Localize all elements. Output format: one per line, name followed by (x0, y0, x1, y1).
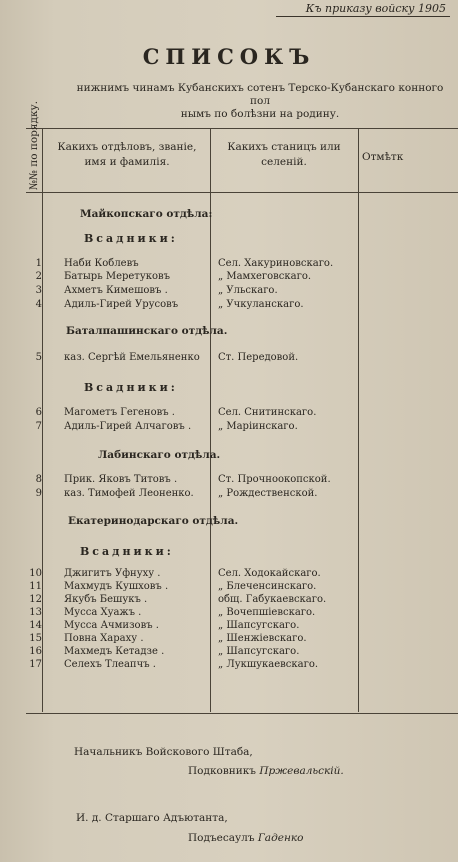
row-name: Повна Хараху . (64, 633, 144, 644)
signature-adjutant-rank: Подъесаулъ (188, 832, 255, 844)
document-title: СПИСОКЪ (142, 44, 316, 69)
row-place: Сел. Снитинскаго. (218, 407, 317, 418)
row-name: Наби Коблевъ (64, 258, 139, 269)
row-number: 5 (35, 352, 42, 363)
row-name: Мусса Хуажъ . (64, 607, 142, 618)
row-number: 9 (35, 488, 42, 499)
row-place: „ Ульскаго. (218, 285, 278, 296)
row-place: общ. Габукаевскаго. (218, 594, 327, 605)
row-name: Селехъ Тлеапчъ . (64, 659, 156, 670)
section-labinsk: Лабинскаго отдѣла. (98, 449, 221, 461)
row-name: Джигитъ Уфнуху . (64, 568, 161, 579)
row-place: „ Рождественской. (218, 488, 318, 499)
row-number: 4 (35, 299, 42, 310)
section-ekaterinodar: Екатеринодарскаго отдѣла. (68, 515, 239, 527)
row-name: Адиль-Гирей Урусовъ (64, 299, 179, 310)
row-number: 8 (35, 474, 42, 485)
top-note: Къ приказу войску 1905 (276, 2, 450, 17)
row-place: „ Маріинскаго. (218, 421, 298, 432)
row-name: Батырь Меретуковъ (64, 271, 170, 282)
signature-adjutant-title: И. д. Старшаго Адъютанта, (76, 812, 228, 824)
header-notes: Отмѣтк (362, 151, 404, 163)
row-name: каз. Сергѣй Емельяненко (64, 352, 200, 363)
row-number: 10 (29, 568, 42, 579)
row-name: Махмедъ Кетадзе . (64, 646, 165, 657)
row-number: 15 (29, 633, 42, 644)
header-name-line-1: Какихъ отдѣловъ, званіе, (57, 141, 197, 153)
header-number: №№ по порядку. (28, 100, 40, 190)
row-number: 12 (29, 594, 42, 605)
column-divider (358, 128, 359, 712)
row-place: „ Вочепшіевскаго. (218, 607, 316, 618)
column-divider (42, 128, 43, 712)
row-name: Ахметъ Кимешовъ . (64, 285, 168, 296)
row-name: Мусса Ачмизовъ . (64, 620, 159, 631)
signature-chief (188, 765, 344, 777)
header-village-line-1: Какихъ станицъ или (227, 141, 341, 153)
row-place: Сел. Хакуриновскаго. (218, 258, 334, 269)
signature-chief-rank: Подковникъ (188, 765, 256, 777)
row-place: Ст. Прочноокопской. (218, 474, 331, 485)
signature-adjutant (188, 832, 303, 844)
row-place: „ Шапсугскаго. (218, 620, 300, 631)
row-name: каз. Тимофей Леоненко. (64, 488, 194, 499)
signature-chief-name: Пржевальскій. (259, 765, 344, 777)
row-place: „ Шенжіевскаго. (218, 633, 307, 644)
row-place: „ Блеченсинскаго. (218, 581, 317, 592)
row-number: 17 (29, 659, 42, 670)
row-name: Магометъ Гегеновъ . (64, 407, 175, 418)
subsection-riders: Всадники: (84, 381, 178, 394)
subtitle-line-2: нымъ по болѣзни на родину. (180, 108, 340, 120)
row-place: „ Лукшукаевскаго. (218, 659, 319, 670)
header-divider (26, 192, 458, 193)
subsection-riders: Всадники: (80, 545, 174, 558)
row-number: 16 (29, 646, 42, 657)
row-number: 1 (35, 258, 42, 269)
row-name: Прик. Яковъ Титовъ . (64, 474, 178, 485)
document-subtitle (70, 82, 450, 121)
signature-adjutant-name: Гаденко (257, 832, 304, 844)
row-place: Ст. Передовой. (218, 352, 299, 363)
row-number: 6 (35, 407, 42, 418)
row-number: 13 (29, 607, 42, 618)
subtitle-line-1: нижнимъ чинамъ Кубанскихъ сотенъ Терско-Кубанскаго конного пол (76, 82, 444, 107)
row-name: Адиль-Гирей Алчаговъ . (64, 421, 192, 432)
row-place: Сел. Ходокайскаго. (218, 568, 321, 579)
row-number: 7 (35, 421, 42, 432)
section-batalpashinsk: Баталпашинскаго отдѣла. (66, 325, 228, 337)
row-number: 3 (35, 285, 42, 296)
signature-chief-title: Начальникъ Войскового Штаба, (74, 746, 253, 758)
header-name (46, 140, 208, 170)
header-name-line-2: имя и фамилія. (84, 156, 170, 168)
row-number: 11 (29, 581, 42, 592)
row-name: Якубъ Бешукъ . (64, 594, 148, 605)
row-place: „ Шапсугскаго. (218, 646, 300, 657)
header-village (212, 140, 356, 170)
header-village-line-2: селеній. (261, 156, 307, 168)
row-number: 2 (35, 271, 42, 282)
subsection-riders: Всадники: (84, 232, 178, 245)
row-name: Махмудъ Кушховъ . (64, 581, 169, 592)
row-place: „ Учкуланскаго. (218, 299, 304, 310)
row-place: „ Мамхеговскаго. (218, 271, 312, 282)
row-number: 14 (29, 620, 42, 631)
section-maikop: Майкопскаго отдѣла: (80, 208, 213, 220)
